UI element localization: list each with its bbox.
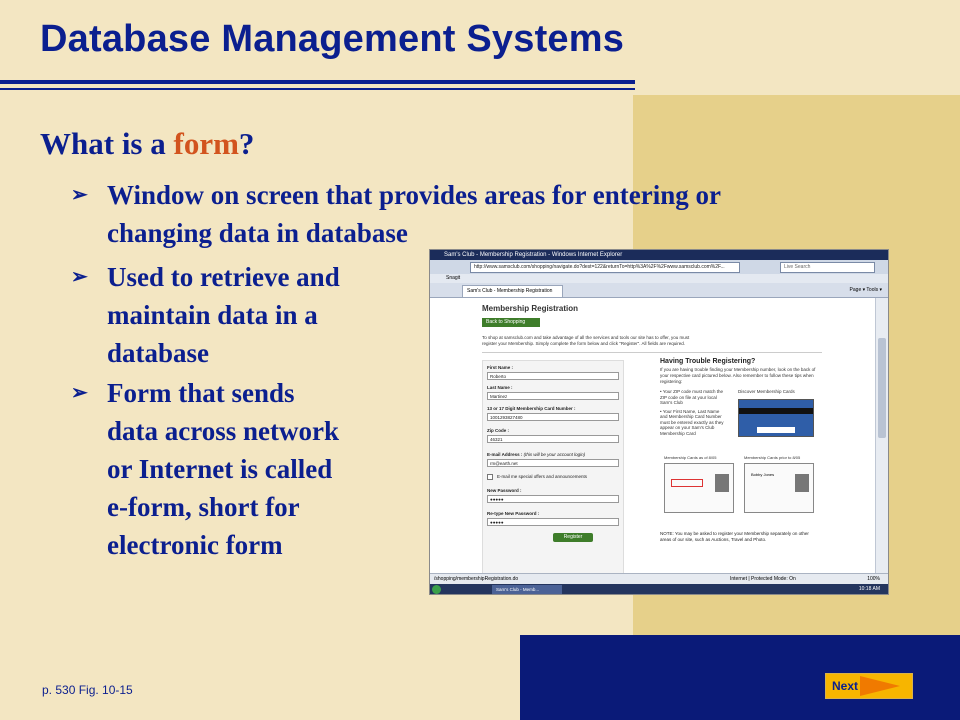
first-name-field: Roberto <box>487 372 619 380</box>
card-holder-name: Bobby Jones <box>751 472 775 477</box>
browser-status-bar <box>430 573 888 584</box>
zip-label: Zip Code : <box>487 428 509 433</box>
browser-tab-bar <box>430 283 888 298</box>
membership-card-examples <box>660 455 820 525</box>
offers-label: E-mail me special offers and announcements <box>497 474 587 479</box>
status-zone: Internet | Protected Mode: On <box>730 576 796 582</box>
last-name-field: Martinez <box>487 392 619 400</box>
help-panel <box>660 358 820 543</box>
slide-heading <box>40 126 254 162</box>
bullet-2 <box>71 258 340 372</box>
bullet-line: changing data in database <box>107 218 408 248</box>
retype-password-label: Re-type New Password : <box>487 511 540 516</box>
browser-tab: Sam's Club - Membership Registration <box>462 285 563 298</box>
heading-accent: form <box>173 126 239 161</box>
page-title: Membership Registration <box>482 304 579 313</box>
arrow-bullet-icon: ➢ <box>71 184 88 206</box>
last-name-label: Last Name : <box>487 385 513 390</box>
browser-address-bar <box>430 260 888 274</box>
retype-password-field: ●●●●● <box>487 518 619 526</box>
help-text: If you are having trouble finding your Membership number, look on the back of your respective card pictured below. Also remember to follow these tips when registering: <box>660 367 816 384</box>
bullet-line: or Internet is called <box>107 454 333 484</box>
email-label-text: E-mail Address : <box>487 452 523 457</box>
help-note: NOTE: You may be asked to register your Membership separately on other areas of our site, such as Auctions, Travel and Photo. <box>660 531 809 542</box>
windows-taskbar <box>430 584 888 595</box>
web-page <box>430 298 876 573</box>
bullet-line: database <box>107 338 210 368</box>
browser-tools: Page ▾ Tools ▾ <box>849 287 882 293</box>
bullet-3 <box>71 374 339 564</box>
search-field: Live Search <box>780 262 875 273</box>
bullet-line: Form that sends <box>107 378 295 408</box>
heading-prefix: What is a <box>40 126 174 161</box>
address-field: http://www.samsclub.com/shopping/navigate.do?dest=122&returnTo=http%3A%2F%2Fwww.samsclub.com%2F... <box>470 262 740 273</box>
card-highlight <box>671 479 703 487</box>
next-arrow-icon <box>860 676 900 696</box>
title-rule-thin <box>0 88 635 90</box>
status-zoom: 100% <box>867 576 880 582</box>
first-name-label: First Name : <box>487 365 514 370</box>
scrollbar-thumb <box>878 338 886 438</box>
figure-browser-screenshot <box>429 249 889 595</box>
figure-caption: p. 530 Fig. 10-15 <box>42 683 133 697</box>
email-label <box>487 452 585 457</box>
card-number-label: 13 or 17 Digit Membership Card Number : <box>487 406 576 411</box>
card-b-label: Membership Cards prior to 8/05 <box>744 455 801 460</box>
slide-title: Database Management Systems <box>40 18 625 60</box>
member-photo <box>715 474 729 492</box>
help-tip: • Your ZIP code must match the ZIP code on file at your local Sam's Club <box>660 389 724 405</box>
card-a-label: Membership Cards as of 8/05 <box>664 455 717 460</box>
card-number-strip <box>757 427 795 433</box>
registration-form <box>482 360 624 590</box>
heading-suffix: ? <box>238 126 255 161</box>
help-title: Having Trouble Registering? <box>660 358 756 365</box>
membership-card-new <box>664 463 734 513</box>
status-url: /shopping/membershipRegistration.do <box>434 576 519 582</box>
start-orb-icon <box>432 585 441 594</box>
divider <box>482 352 822 353</box>
password-field: ●●●●● <box>487 495 619 503</box>
links-bar: Snagit <box>430 274 888 283</box>
bullet-line: data across network <box>107 416 339 446</box>
bullet-line: maintain data in a <box>107 300 318 330</box>
title-rule-thick <box>0 80 635 84</box>
arrow-bullet-icon: ➢ <box>71 382 88 404</box>
register-button: Register <box>553 533 593 542</box>
email-note: (this will be your account login) <box>523 452 586 457</box>
discover-card-image <box>738 399 814 437</box>
help-tips <box>660 389 820 449</box>
email-field: rm@earth.net <box>487 459 619 467</box>
taskbar-clock: 10:18 AM <box>858 586 880 592</box>
password-label: New Password : <box>487 488 522 493</box>
taskbar-item: Sam's Club - Memb... <box>492 585 562 594</box>
page-scrollbar <box>875 298 888 573</box>
next-label: Next <box>832 679 859 693</box>
member-photo <box>795 474 809 492</box>
bullet-line: Used to retrieve and <box>107 262 340 292</box>
back-to-shopping-button: Back to Shopping <box>482 318 540 327</box>
card-number-field: 1001293827480 <box>487 413 619 421</box>
page-intro: To shop at samsclub.com and take advantage of all the services and tools our site has to offer, you must register your Membership. Simply complete the form below and click "Register". All fields are required. <box>482 335 690 346</box>
bullet-line: electronic form <box>107 530 283 560</box>
zip-field: 46321 <box>487 435 619 443</box>
browser-title-bar: Sam's Club - Membership Registration - Windows Internet Explorer <box>430 250 888 260</box>
next-button[interactable] <box>825 673 913 699</box>
bullet-line: e-form, short for <box>107 492 300 522</box>
help-tip-list <box>660 389 726 436</box>
bullet-1 <box>71 176 721 252</box>
arrow-bullet-icon: ➢ <box>71 266 88 288</box>
offers-checkbox <box>487 474 493 480</box>
card-magnetic-stripe <box>739 408 813 414</box>
help-tip: • Your First Name, Last Name and Membership Card Number must be entered exactly as they appear on your Sam's Club Membership Card <box>660 408 724 436</box>
bullet-line: Window on screen that provides areas for entering or <box>107 180 721 210</box>
membership-card-old <box>744 463 814 513</box>
discover-card-caption: Discover Membership Cards <box>738 389 795 394</box>
